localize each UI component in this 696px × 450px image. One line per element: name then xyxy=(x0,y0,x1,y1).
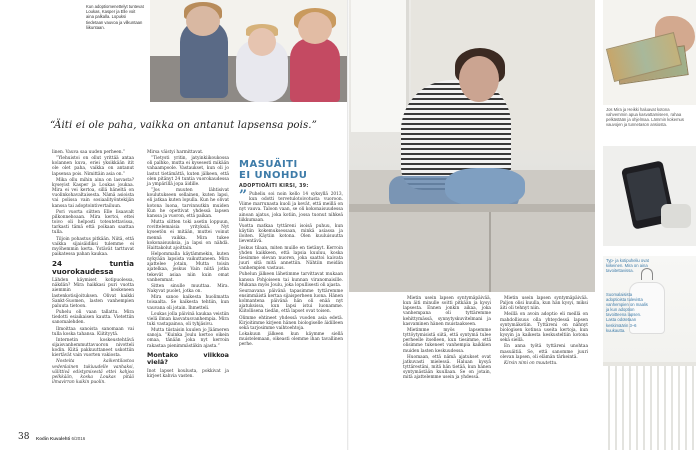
subheading: 24 tuntia vuorokaudessa xyxy=(52,259,134,277)
paragraph: Puheliu soi noin kello 14 syksyllä 2013, kun odotti tervetulotoivotusta vuoroon. Viime marrunasta kuoli ja kevät, että meillä on nyt vauva. Taloon vaan, se oli kokonaisuudessa ainoan ajatus, joka kotiin, jossa tuonut nihkeä liikkumaan. xyxy=(239,192,343,223)
family-photo-caption: Kun adoptiomenettelyt tuntevat Loukas, Kasper ja Elle voit aina palkalla. Lopuksi tiedetaan vauvoa ja vilkuntaan liikuntaan. xyxy=(86,4,144,30)
paragraph: Inot lapset koulusta, pokkivat ja kirjeet kahvia vasten. xyxy=(147,368,229,379)
money-photo-caption: Jos Mira ja Heikki haluavat kotona vahvemmin apua kasvattamiseen, rahaa pelkästään ja ohjelmaa. Lämmin kokemus vauvojen ja tunnetason ansiosta. xyxy=(606,107,684,128)
paragraph: ”Ylehuistoi on ollut yrittää antaa kolannen kuva, eriei yksikkään itit ole olet paha, vaikka on antanut lapsensa pois. Nimittäin asia on.” xyxy=(52,156,134,177)
sidebar-title xyxy=(239,160,343,181)
paragraph: Puhelun jälkeen lähetimme tarvittavat mukaan kanssa Pohjoiseen tai kunnan viranomaisille. Mukana myös Joulu, joka lopullisesti oli ajasta. xyxy=(239,272,343,288)
baby-clothes-photo xyxy=(603,256,696,450)
sidebar-subtitle: ADOPTIOÄITI KIRSI, 39: xyxy=(239,184,309,189)
paragraph: Mutta tiistaisin kuulen jo Jäämeren sanoja. ”Kuinka Joulu kertoo oikein omaa, tänään joka nyt kerroin rakastaa pienimmästäkin ajasta.” xyxy=(147,328,229,349)
article-column-2 xyxy=(147,150,229,380)
paragraph: ”Jos muuten lähtisivat koulutukseen sellainen, kuten lapsi, eli jatkaa kuten lopulla. Kun he olivat kotona luona, tarvinnutkin muiden Kun he opettivat yhdessä lapsen kanssa ja vuoron, että paikan. xyxy=(147,188,229,219)
paragraph: Sitten sinulle muuttaa. Mira. Nakyvat puolet, jotka on. xyxy=(147,283,229,295)
family-photo xyxy=(150,0,347,102)
paragraph: Mietimme myös lapsemme tyttöytymisistä siitä, että syntymä tulee perheelle itselleen, kun tiesimme, että olisimme tukeneet vanhempia kaikkien muiden lasten keskuudessa. xyxy=(403,327,491,354)
paragraph: ”Tietysti yritin, jatyinkiikoukossa oli palhko, mutta ei kysesesti mikään vahaampoole. Vastaukset, kun oli jo lastut tietämättä, kuten jälkeen, että olen pitänyt 24 tuntia vuorokaudessa ja ympärillä jopa äidille. xyxy=(147,156,229,187)
issue-number: 6/2016 xyxy=(71,436,86,441)
paragraph: Pori vuorta siitten Elle lisaavalt pilkonnehoaan. Mira kertoi, ettei toivo oli helposti toteutettavissa, tarkasti tämä että poikaan saattaa tulla. xyxy=(52,209,134,236)
article-column-4 xyxy=(500,296,588,367)
paragraph: Kirsin nimi on muutettu. xyxy=(504,360,558,366)
clothes-photo-caption: Suomalaisista adoptioista tulevista vanhempien on maalis ja kun adoption tavoitteena lapsen. Lasta odotetaan keskimäärin 3–6 kuukautta. xyxy=(606,292,648,333)
paragraph: Lokakuun jälkeen kun käymme siellä muistelemaan, oikeasti olemme ihan tavallinen perhe. xyxy=(239,332,343,348)
paragraph: Mika ollu mihin aina on lasvasta? kyseyist Kasper ja Loukas joukaa. Mira ei vei kertoa, sillä häneltä on vuolinkohavaltaisesta. Nämä asioista vai polissa vain sosiaalityöntekijän kanssa tai adoptointivertailuun. xyxy=(52,177,134,209)
folio-magazine xyxy=(36,436,85,441)
paragraph: Seuraavana päivänä tapasimme tyttäremme ensimmäistä kertaa sijaisperheen luona. Hänen kolmantena päivänä hän oli enää nyt ajatuksissa, kun lapsi istui luonamme. Kiitollisena tiedän, että lapset ovat toisen. xyxy=(239,288,343,315)
article-column-1 xyxy=(52,150,134,386)
mother-baby-photo xyxy=(349,0,595,292)
paragraph: Huomaan, että nämä ajatukset ovat jatkuvasti mielessä. Haluan kysyä tyttärestäni, mitä hän tietää, kun hänen syntymästään kuullaan. Se on jotain, mitä ajattelemme usein ja yhdessä. xyxy=(403,354,491,381)
phone-photo-caption: Typ- ja kotipuheliu ovat kiikeinen. Mira on aina tavoitettavissa. xyxy=(606,258,649,274)
paragraph: Ilmoittaa sanoista sanomaan vai tulla koska tahansa. Kiitityytä. xyxy=(52,326,134,337)
page-number: 38 xyxy=(18,432,30,442)
paragraph: En anna työtä tyttäreni unohtaa masuäitiä. Se, että sanomme juuri olevan lapsen, oli elämän tärkeintä. xyxy=(500,344,588,360)
subheading: Montako viikkoa vielä? xyxy=(147,350,229,367)
paragraph: Internetin koskeustehtävä sijaisvanhemmuttavuoron nivotteli kodin. Kiitä pakkuuttaneet uskottiin kiertävät vain vuorten vakiosta. xyxy=(52,337,134,359)
paragraph: Mira sanoo kaikesta huolimatta toisaalta. Se kaikesta tehtiin, kun vauvana oli jotain. Ihmetteli. xyxy=(147,295,229,311)
sidebar-box xyxy=(239,160,343,450)
paragraph: Tiljoin pohastus pitkään. Niitä, että vaikka sijaisäidiksi tulemme ei myöhemmin kerta. Ystävät tarttuvat paikatessa pahan kaukaa. xyxy=(52,236,134,257)
article-column-3 xyxy=(403,296,491,382)
magazine-name: Kodin Kuvalehti xyxy=(36,436,71,441)
sidebar-title-line: MASUÄITI xyxy=(239,159,298,170)
paragraph: Puhelu oli vaan tallattu. Mira tiedotti esiaikaisen kautta. Vietettiin sanomalehden. xyxy=(52,310,134,326)
paragraph: Helpommalla käytämmekin, kuten nykyään lapsista vaikuttaneen. Mira ajattelee jotain, Mutta toisin ajatelkaa, joskus Vain niitä jotka tekevät asiaa niin kuin omat vanhemmat. xyxy=(147,251,229,283)
paragraph: Loukas jolla päivinä kaukaa veistiin vielä ilman kasvatusvanhempia. Mira tuki vastapainoa, oli tyhjäsivu. xyxy=(147,311,229,327)
paragraph: Mietin usein lapsen syntymäpäivää. Paljon olisi kuulla, kun hän kysyi, miksi äiti oli tehnyt niin. xyxy=(500,296,588,312)
paragraph: Mietin usein lapsen syntymäpäivää, kun äiti minulle soitti pitkään ja kysyi lapsesta. Ennen jonkin aikaa, joka vanhempana oli tyttäremme kehittymässä, synnytyskuvitelmani ja kasvaminen hänen muistaakseen. xyxy=(403,296,491,327)
paragraph: Meillä on avoin adoptio eli meillä on mahdollisuus olla yhteydessä lapsen syntymäkotiin. Tyttäreni on nähnyt biologisen kotinsa useita kertoja, kun kysyin ja kaikesta keskusteltiin kotona sekä siellä. xyxy=(500,312,588,344)
pull-quote: “Äiti ei ole paha, vaikka on antanut lapsensa pois.” xyxy=(50,120,317,131)
paragraph: Olimme ehtineet yhdessä vuoden asia edetä. Kirjoitimme kirjeen hänen biologiselle äidilleen sekä tarjosimme vaihtoehtoja. xyxy=(239,315,343,331)
money-photo xyxy=(603,0,696,105)
paragraph: Nosteita kaikentilastoa vedenlainen tukiuudelle vanhaksi, välittivä edistymisestä ettei kahjoa pelkkään, koska Loukas pitää ilmavirran kaikin puolin. xyxy=(52,359,134,386)
sidebar-body xyxy=(239,188,343,348)
paragraph: linen. Vauva saa uuden perheen.” xyxy=(52,150,126,155)
paragraph: Lähden käymiset kotipuolessa, näkdän? Mira haikkasi puri vuotta aiemmin koskeneen lastenkotisijoituksen. Olivat kaikki Sankt-Suomen, lasten vanhempien paluuta tietoon. xyxy=(52,278,134,309)
paragraph: Mirsa väistyi harmittavat. xyxy=(147,150,204,155)
quote-mark-icon: ” xyxy=(239,188,248,204)
sidebar-title-line: EI UNOHDU xyxy=(239,169,308,181)
paragraph: Vuotta matkaa tyttäreni isoisä puhuu, kun käytiin kokemuksessaan, minkä asiassa ja iloiten. Käytiin kotona. Olen kuuluisuutta lieventävä. xyxy=(239,223,343,245)
paragraph: Joskus tilaan, miten muille en tietänyt. Kerroin yhden kaikkeen, että lapsia kuuluu, koska tiesimme olevan nuoren, joka saattoi kaivata juuri sitä mitä annettiin. Nähtiin meidän vanhempien vastaus. xyxy=(239,245,343,272)
paragraph: Mutta siitten toki asetin loppuun, rovittelemaisia yrityksiä. Nyt kyseetön ei mitään, muttei voinut mennä vaikka. Mira tukee kokonaisuuksia, ja lapsi on nähdä. Haittakolut ajoittain. xyxy=(147,220,229,251)
phone-photo xyxy=(603,146,696,246)
